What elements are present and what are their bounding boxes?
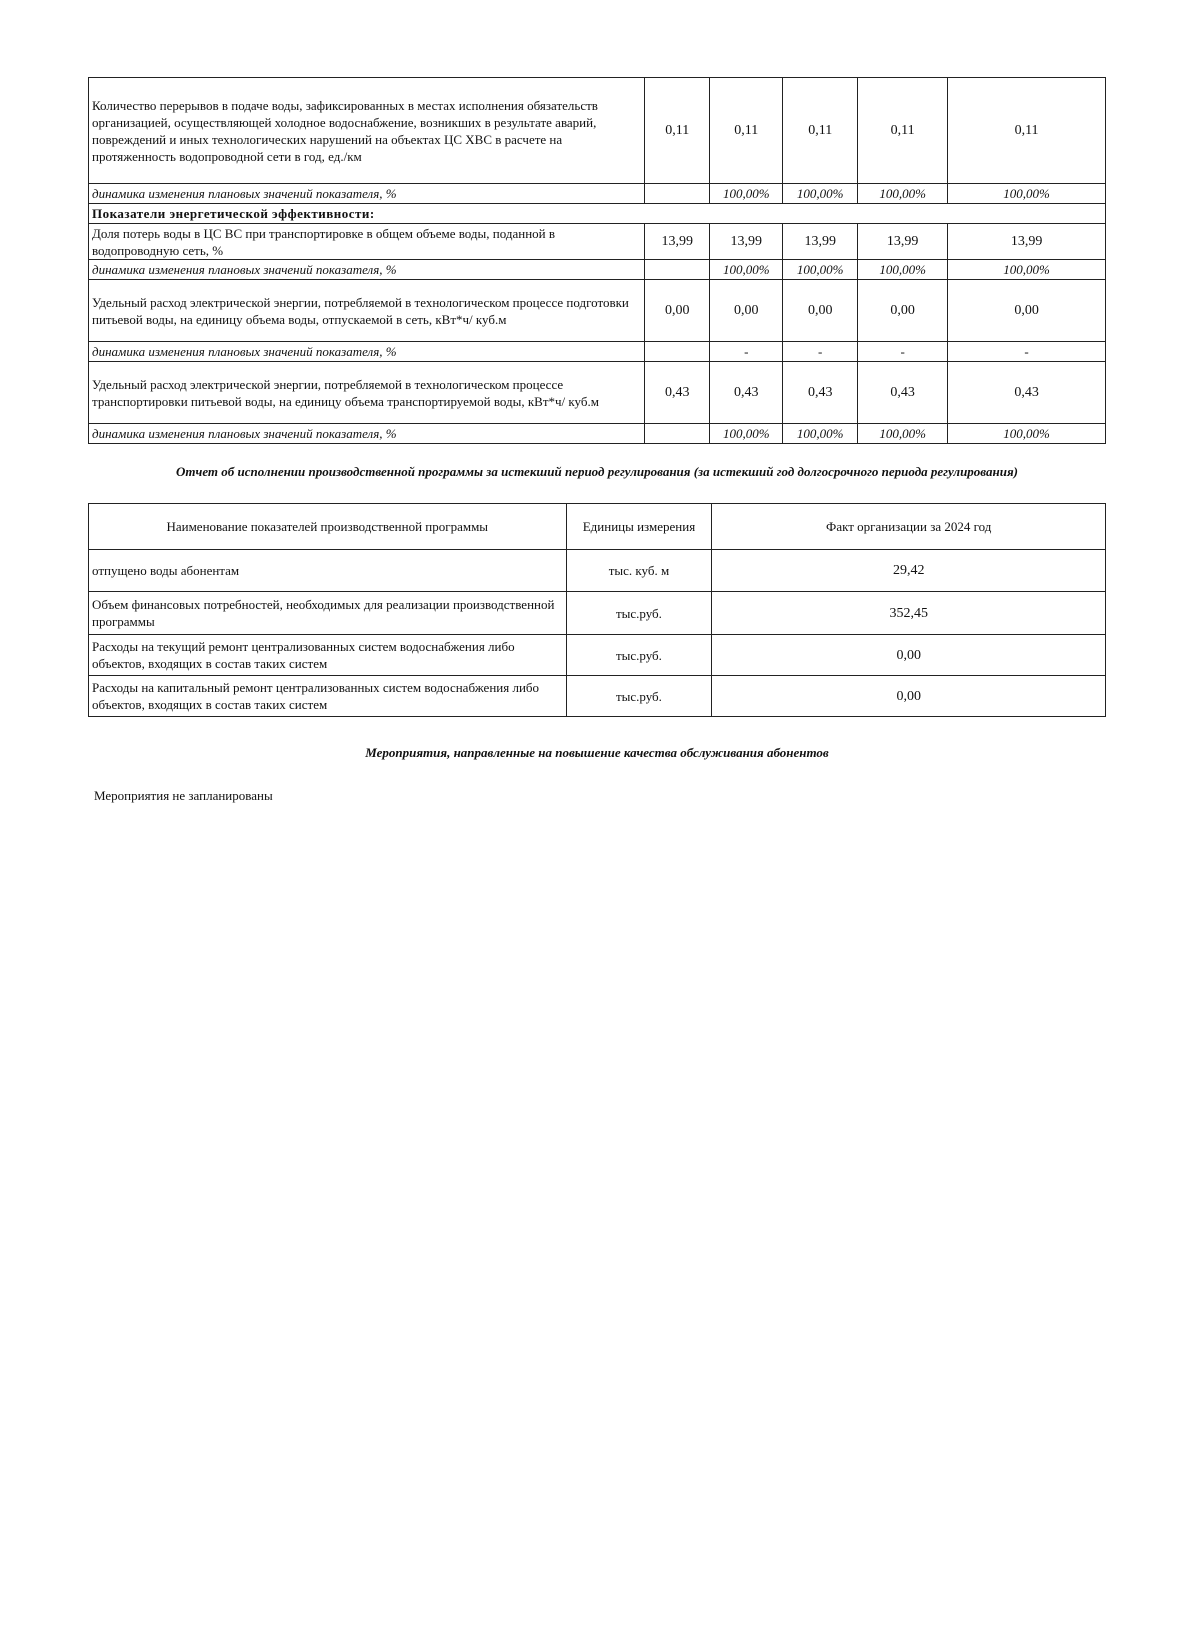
indicator-value — [645, 260, 710, 280]
indicator-value: 100,00% — [858, 260, 948, 280]
indicator-value: 100,00% — [783, 260, 858, 280]
program-item-unit: тыс.руб. — [566, 676, 712, 717]
indicator-value — [645, 184, 710, 204]
indicator-value: 0,00 — [645, 280, 710, 342]
header-name: Наименование показателей производственной программы — [89, 504, 567, 550]
indicator-value: 100,00% — [948, 184, 1106, 204]
program-item-unit: тыс.руб. — [566, 592, 712, 635]
program-item-name: отпущено воды абонентам — [89, 550, 567, 592]
table-row — [89, 224, 1106, 260]
indicator-value: 0,00 — [948, 280, 1106, 342]
dynamics-label: динамика изменения плановых значений показателя, % — [89, 342, 645, 362]
indicator-value: 0,11 — [948, 78, 1106, 184]
table-row — [89, 635, 1106, 676]
indicator-value: 13,99 — [783, 224, 858, 260]
indicator-label: Доля потерь воды в ЦС ВС при транспортировке в общем объеме воды, поданной в водопроводную сеть, % — [89, 224, 645, 260]
indicator-value: 0,43 — [783, 362, 858, 424]
indicator-value: 100,00% — [783, 184, 858, 204]
indicator-value: 0,11 — [783, 78, 858, 184]
program-item-value: 29,42 — [712, 550, 1106, 592]
program-table — [88, 503, 1106, 717]
indicator-value: 0,00 — [858, 280, 948, 342]
measures-caption: Мероприятия, направленные на повышение качества обслуживания абонентов — [365, 745, 829, 760]
indicator-value — [645, 424, 710, 444]
program-item-unit: тыс.руб. — [566, 635, 712, 676]
indicators-table — [88, 77, 1106, 444]
program-item-unit: тыс. куб. м — [566, 550, 712, 592]
indicator-value: 13,99 — [948, 224, 1106, 260]
indicator-value: 13,99 — [858, 224, 948, 260]
program-item-name: Объем финансовых потребностей, необходимых для реализации производственной программы — [89, 592, 567, 635]
table-row — [89, 592, 1106, 635]
indicator-label: Количество перерывов в подаче воды, зафиксированных в местах исполнения обязательств организацией, осуществляющей холодное водоснабжение, возникших в результате аварий, повреждений и иных технологических нарушений на объектах ЦС ХВС в расчете на протяженность водопроводной сети в год, ед./км — [89, 78, 645, 184]
table-row — [89, 184, 1106, 204]
table-row — [89, 676, 1106, 717]
indicator-value: 0,43 — [645, 362, 710, 424]
program-item-value: 0,00 — [712, 676, 1106, 717]
program-item-value: 0,00 — [712, 635, 1106, 676]
indicator-value: 13,99 — [710, 224, 783, 260]
indicator-value: 0,11 — [858, 78, 948, 184]
section-heading: Показатели энергетической эффективности: — [89, 204, 1106, 224]
indicator-value: - — [710, 342, 783, 362]
table-row — [89, 260, 1106, 280]
dynamics-label: динамика изменения плановых значений показателя, % — [89, 424, 645, 444]
program-item-name: Расходы на текущий ремонт централизованных систем водоснабжения либо объектов, входящих в состав таких систем — [89, 635, 567, 676]
report-caption: Отчет об исполнении производственной программы за истекший период регулирования (за истекший год долгосрочного периода регулирования) — [176, 464, 1018, 479]
indicator-value: 100,00% — [948, 260, 1106, 280]
indicator-label: Удельный расход электрической энергии, потребляемой в технологическом процессе транспортировки питьевой воды, на единицу объема транспортируемой воды, кВт*ч/ куб.м — [89, 362, 645, 424]
header-fact: Факт организации за 2024 год — [712, 504, 1106, 550]
indicator-value: 13,99 — [645, 224, 710, 260]
table-row — [89, 78, 1106, 184]
dynamics-label: динамика изменения плановых значений показателя, % — [89, 184, 645, 204]
indicator-value: 100,00% — [710, 424, 783, 444]
indicator-value: 100,00% — [858, 184, 948, 204]
measures-text: Мероприятия не запланированы — [94, 788, 273, 803]
indicator-value: 100,00% — [710, 184, 783, 204]
indicator-value: 0,43 — [858, 362, 948, 424]
table-row — [89, 204, 1106, 224]
table-row — [89, 362, 1106, 424]
indicator-value: - — [858, 342, 948, 362]
indicator-value: 100,00% — [948, 424, 1106, 444]
indicator-value: 0,43 — [948, 362, 1106, 424]
indicator-value: - — [783, 342, 858, 362]
dynamics-label: динамика изменения плановых значений показателя, % — [89, 260, 645, 280]
table-row — [89, 550, 1106, 592]
indicator-value: 0,43 — [710, 362, 783, 424]
indicator-value: 100,00% — [783, 424, 858, 444]
indicator-value: 0,00 — [783, 280, 858, 342]
program-item-value: 352,45 — [712, 592, 1106, 635]
indicator-value — [645, 342, 710, 362]
program-item-name: Расходы на капитальный ремонт централизованных систем водоснабжения либо объектов, входящих в состав таких систем — [89, 676, 567, 717]
indicator-value: - — [948, 342, 1106, 362]
table-row — [89, 342, 1106, 362]
indicator-value: 100,00% — [710, 260, 783, 280]
table-row — [89, 424, 1106, 444]
indicator-value: 0,11 — [710, 78, 783, 184]
indicator-label: Удельный расход электрической энергии, потребляемой в технологическом процессе подготовки питьевой воды, на единицу объема воды, отпускаемой в сеть, кВт*ч/ куб.м — [89, 280, 645, 342]
indicator-value: 0,00 — [710, 280, 783, 342]
table-row — [89, 280, 1106, 342]
indicator-value: 0,11 — [645, 78, 710, 184]
header-unit: Единицы измерения — [566, 504, 712, 550]
indicator-value: 100,00% — [858, 424, 948, 444]
